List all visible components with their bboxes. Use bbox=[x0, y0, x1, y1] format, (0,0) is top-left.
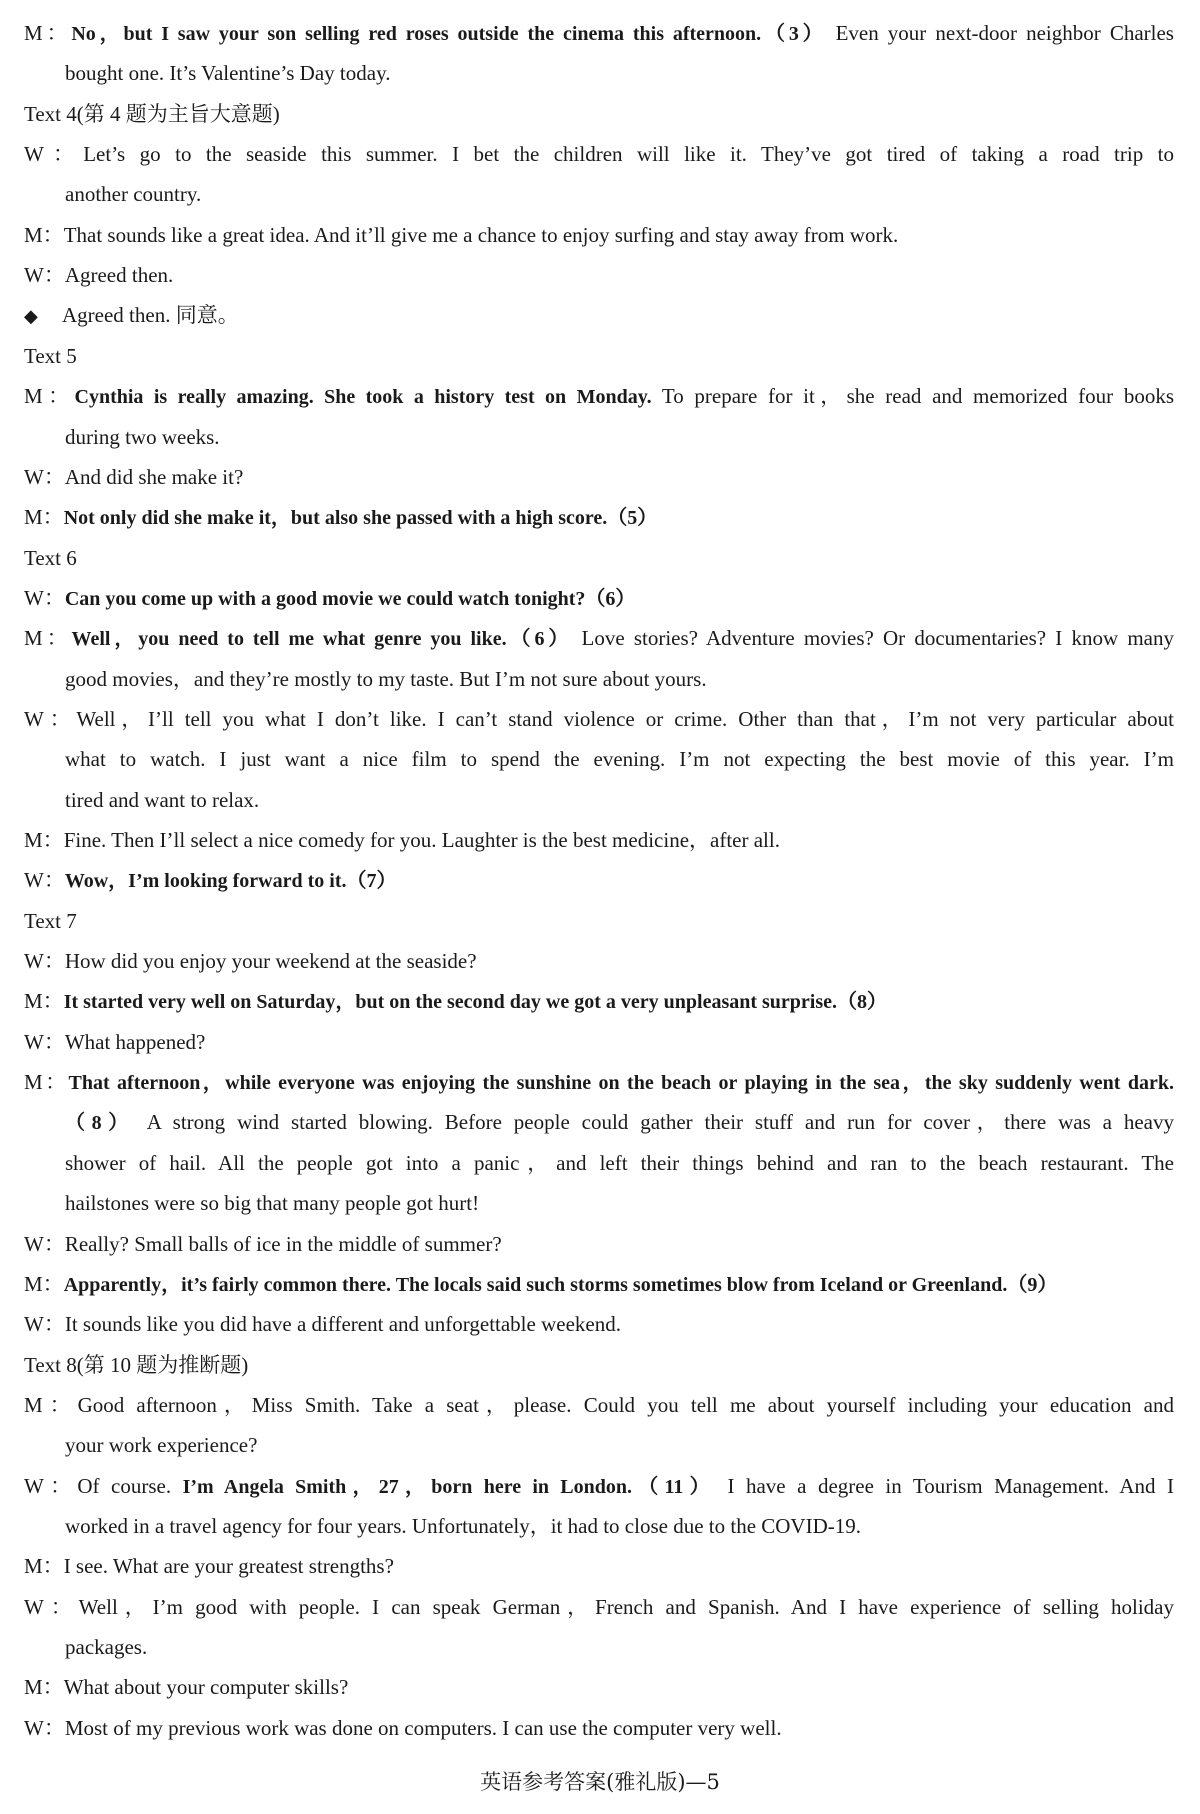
key-answer-text: It started very well on Saturday，but on the second day we got a very unpleasant surprise.（8） bbox=[63, 991, 888, 1014]
dialogue-text: Love stories? Adventure movies? Or documentaries? I know many bbox=[572, 626, 1174, 651]
key-answer-text: （8） bbox=[65, 1112, 135, 1135]
key-answer-text: No，but I saw your son selling red roses outside the cinema this afternoon.（3） bbox=[71, 23, 827, 45]
dialogue-text: Let’s go to the seaside this summer. I bet the children will like it. They’ve got tired of taking a road trip to bbox=[83, 142, 1174, 167]
dialogue-line bbox=[24, 618, 1174, 658]
dialogue-text: It sounds like you did have a different and unforgettable weekend. bbox=[64, 1312, 621, 1337]
dialogue-line bbox=[24, 1587, 1174, 1627]
dialogue-text: Of course. bbox=[77, 1473, 183, 1498]
speaker-label: W： bbox=[24, 1231, 65, 1256]
section-heading bbox=[24, 94, 1174, 134]
dialogue-line bbox=[24, 134, 1174, 174]
dialogue-text: To prepare for it，she read and memorized four books bbox=[651, 384, 1174, 409]
dialogue-line bbox=[24, 699, 1174, 739]
dialogue-line bbox=[24, 981, 1174, 1021]
speaker-label: M： bbox=[24, 21, 72, 45]
dialogue-text: A strong wind started blowing. Before people could gather their stuff and run for cover，there was a heavy bbox=[134, 1110, 1174, 1135]
dialogue-line bbox=[24, 1466, 1174, 1506]
dialogue-line-continuation bbox=[65, 417, 1174, 457]
section-heading bbox=[24, 538, 1174, 578]
speaker-label: M： bbox=[24, 828, 64, 852]
dialogue-text: during two weeks. bbox=[65, 424, 220, 449]
dialogue-line-continuation bbox=[65, 780, 1174, 820]
speaker-label: W： bbox=[24, 1473, 78, 1498]
key-answer-text: That afternoon，while everyone was enjoying the sunshine on the beach or playing in the sea，the sky suddenly went dark. bbox=[68, 1072, 1174, 1095]
dialogue-text: What happened? bbox=[64, 1029, 206, 1054]
dialogue-text: Really? Small balls of ice in the middle of summer? bbox=[64, 1231, 502, 1256]
dialogue-text: That sounds like a great idea. And it’ll give me a chance to enjoy surfing and stay away from work. bbox=[63, 222, 899, 247]
dialogue-line-continuation bbox=[65, 1506, 1174, 1546]
key-answer-text: Not only did she make it，but also she passed with a high score.（5） bbox=[63, 507, 658, 530]
speaker-label: W： bbox=[24, 868, 65, 893]
dialogue-line-continuation bbox=[65, 1143, 1174, 1183]
dialogue-text: your work experience? bbox=[65, 1433, 258, 1458]
dialogue-text: good movies，and they’re mostly to my taste. But I’m not sure about yours. bbox=[65, 666, 707, 691]
speaker-label: W： bbox=[24, 1594, 79, 1619]
key-answer-text: Can you come up with a good movie we could watch tonight?（6） bbox=[64, 587, 636, 610]
speaker-label: W： bbox=[24, 706, 77, 731]
speaker-label: W： bbox=[24, 1715, 65, 1740]
dialogue-text: another country. bbox=[65, 182, 202, 207]
dialogue-line bbox=[24, 1062, 1174, 1102]
key-answer-text: Cynthia is really amazing. She took a history test on Monday. bbox=[74, 386, 652, 409]
section-heading bbox=[24, 901, 1174, 941]
dialogue-line bbox=[24, 1304, 1174, 1344]
speaker-label: M： bbox=[24, 505, 64, 530]
dialogue-line-continuation bbox=[65, 1183, 1174, 1223]
dialogue-text: Agreed then. bbox=[64, 263, 174, 288]
dialogue-line bbox=[24, 941, 1174, 981]
black-diamond-icon: ◆ bbox=[24, 306, 38, 328]
speaker-label: M： bbox=[24, 1271, 64, 1296]
dialogue-line bbox=[24, 13, 1174, 53]
dialogue-text: worked in a travel agency for four years. Unfortunately，it had to close due to the COVID-19. bbox=[65, 1513, 862, 1538]
speaker-label: M： bbox=[24, 1070, 69, 1095]
dialogue-line bbox=[24, 820, 1174, 860]
dialogue-text: what to watch. I just want a nice film to spend the evening. I’m not expecting the best movie of this year. I’m bbox=[65, 747, 1174, 772]
key-answer-text: Wow，I’m looking forward to it.（7） bbox=[64, 870, 397, 893]
dialogue-line bbox=[24, 255, 1174, 295]
dialogue-text: I have a degree in Tourism Management. And I bbox=[715, 1473, 1175, 1498]
dialogue-text: bought one. It’s Valentine’s Day today. bbox=[65, 61, 391, 86]
speaker-label: W： bbox=[24, 1029, 65, 1054]
dialogue-line bbox=[24, 1546, 1174, 1586]
dialogue-text: Text 5 bbox=[24, 343, 77, 368]
key-answer-text: Apparently，it’s fairly common there. The locals said such storms sometimes blow from Iceland or Greenland.（9） bbox=[63, 1273, 1058, 1296]
dialogue-line bbox=[24, 578, 1174, 618]
speaker-label: M： bbox=[24, 989, 64, 1014]
dialogue-line bbox=[24, 376, 1174, 416]
dialogue-line bbox=[24, 1708, 1174, 1748]
dialogue-line bbox=[24, 457, 1174, 497]
dialogue-text: Text 6 bbox=[24, 545, 77, 570]
section-heading bbox=[24, 1345, 1174, 1385]
dialogue-line bbox=[24, 497, 1174, 537]
key-answer-text: I’m Angela Smith，27，born here in London.（11） bbox=[182, 1475, 716, 1498]
dialogue-text: I see. What are your greatest strengths? bbox=[63, 1554, 394, 1579]
dialogue-line bbox=[24, 1385, 1174, 1425]
speaker-label: M： bbox=[24, 222, 64, 247]
speaker-label: W： bbox=[24, 1312, 65, 1337]
dialogue-text: Well，I’m good with people. I can speak German，French and Spanish. And I have experience of selling holiday bbox=[78, 1594, 1174, 1619]
speaker-label: W： bbox=[24, 263, 65, 288]
dialogue-line-continuation bbox=[65, 739, 1174, 779]
dialogue-text: Good afternoon，Miss Smith. Take a seat，please. Could you tell me about yourself including your education and bbox=[77, 1392, 1174, 1417]
dialogue-text: Well，I’ll tell you what I don’t like. I can’t stand violence or crime. Other than that，I’m not very particular about bbox=[76, 706, 1174, 731]
dialogue-line-continuation bbox=[65, 659, 1174, 699]
speaker-label: W： bbox=[24, 142, 84, 167]
dialogue-line bbox=[24, 1667, 1174, 1707]
dialogue-text: hailstones were so big that many people got hurt! bbox=[65, 1191, 480, 1216]
dialogue-line-continuation bbox=[65, 174, 1174, 214]
dialogue-line bbox=[24, 295, 1174, 335]
section-heading bbox=[24, 336, 1174, 376]
dialogue-text: What about your computer skills? bbox=[63, 1675, 349, 1700]
speaker-label: W： bbox=[24, 464, 65, 489]
page-footer: 英语参考答案(雅礼版)—5 bbox=[480, 1770, 720, 1794]
speaker-label: M： bbox=[24, 1675, 64, 1700]
dialogue-text: Fine. Then I’ll select a nice comedy for you. Laughter is the best medicine，after all. bbox=[63, 828, 780, 852]
dialogue-text: Text 4(第 4 题为主旨大意题) bbox=[24, 101, 280, 126]
key-answer-text: Well，you need to tell me what genre you like.（6） bbox=[71, 628, 573, 651]
speaker-label: W： bbox=[24, 585, 65, 610]
dialogue-text: Even your next-door neighbor Charles bbox=[826, 21, 1174, 45]
dialogue-text: Text 8(第 10 题为推断题) bbox=[24, 1352, 249, 1377]
speaker-label: W： bbox=[24, 949, 65, 974]
speaker-label: M： bbox=[24, 626, 72, 651]
dialogue-text: shower of hail. All the people got into a panic，and left their things behind and ran to the beach restaurant. The bbox=[65, 1150, 1174, 1175]
dialogue-text: packages. bbox=[65, 1635, 148, 1659]
speaker-label: M： bbox=[24, 384, 75, 409]
dialogue-line-continuation bbox=[65, 1627, 1174, 1667]
dialogue-text: How did you enjoy your weekend at the seaside? bbox=[64, 949, 477, 974]
dialogue-text: tired and want to relax. bbox=[65, 787, 260, 812]
dialogue-line-continuation bbox=[65, 1102, 1174, 1142]
dialogue-line-continuation bbox=[65, 53, 1174, 93]
dialogue-text: Agreed then. 同意。 bbox=[62, 303, 239, 328]
dialogue-line bbox=[24, 215, 1174, 255]
dialogue-line-continuation bbox=[65, 1425, 1174, 1465]
dialogue-text: And did she make it? bbox=[64, 464, 244, 489]
dialogue-line bbox=[24, 860, 1174, 900]
dialogue-line bbox=[24, 1224, 1174, 1264]
dialogue-line bbox=[24, 1022, 1174, 1062]
dialogue-line bbox=[24, 1264, 1174, 1304]
speaker-label: M： bbox=[24, 1392, 78, 1417]
dialogue-text: Text 7 bbox=[24, 908, 77, 933]
dialogue-text: Most of my previous work was done on computers. I can use the computer very well. bbox=[64, 1715, 782, 1740]
speaker-label: M： bbox=[24, 1554, 64, 1579]
